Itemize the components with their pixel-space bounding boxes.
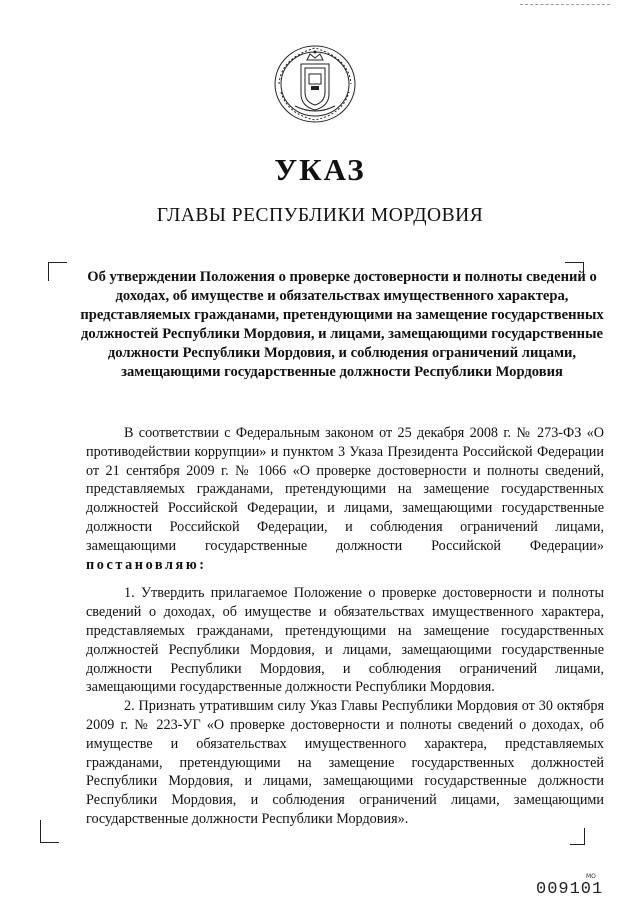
item-2-paragraph: 2. Признать утратившим силу Указ Главы Республики Мордовия от 30 октября 2009 г. № 223-УГ «О проверке достоверности и полноты сведений о доходах, об имуществе и обязательствах имущественного характера, представляемых гражданами, претендующими на замещение государственных должностей Республики Мордовия, и лицами, замещающими государственные должности Республики Мордовия, и соблюдения ограничений лицами, замещающими государственные должности Республики Мордовия». <box>86 698 604 827</box>
decree-heading: Об утверждении Положения о проверке достоверности и полноты сведений о доходах, об имуществе и обязательствах имущественного характера, представляемых гражданами, претендующими на замещение государственных должностей Республики Мордовия, и лицами, замещающими государственные должности Республики Мордовия, и соблюдения ограничений лицами, замещающими государственные должности Республики Мордовия <box>80 269 604 380</box>
item-1-paragraph: 1. Утвердить прилагаемое Положение о проверке достоверности и полноты сведений о доходах, об имуществе и обязательствах имущественного характера, представляемых гражданами, претендующими на замещение государственных должностей Республики Мордовия, и лицами, замещающими государственные должности Республики Мордовия, и соблюдения ограничений лицами, замещающими государственные должности Республики Мордовия. <box>86 585 604 696</box>
body-bracket-bottom-right <box>570 828 585 845</box>
top-edge-line <box>520 4 610 5</box>
decree-word: постановляю: <box>86 556 207 573</box>
preamble-paragraph <box>86 424 604 574</box>
decree-body <box>86 424 604 829</box>
stamp-mark: МО <box>586 873 596 880</box>
body-bracket-bottom-left <box>40 820 59 843</box>
preamble-text: В соответствии с Федеральным законом от 25 декабря 2008 г. № 273-ФЗ «О противодействии коррупции» и пунктом 3 Указа Президента Российской Федерации от 21 сентября 2009 г. № 1066 «О проверке достоверности и полноты сведений, представляемых гражданами, претендующими на замещение государственных должностей Российской Федерации, и лицами, замещающими государственные должности Российской Федерации, и соблюдения ограничений лицами, замещающими государственные должности Российской Федерации» <box>86 425 604 554</box>
document-title: УКАЗ <box>274 152 366 187</box>
heading-bracket-top-left <box>48 262 67 281</box>
serial-number: 009101 <box>536 880 604 899</box>
coat-of-arms-emblem <box>265 40 365 126</box>
document-subtitle: ГЛАВЫ РЕСПУБЛИКИ МОРДОВИЯ <box>156 205 484 226</box>
